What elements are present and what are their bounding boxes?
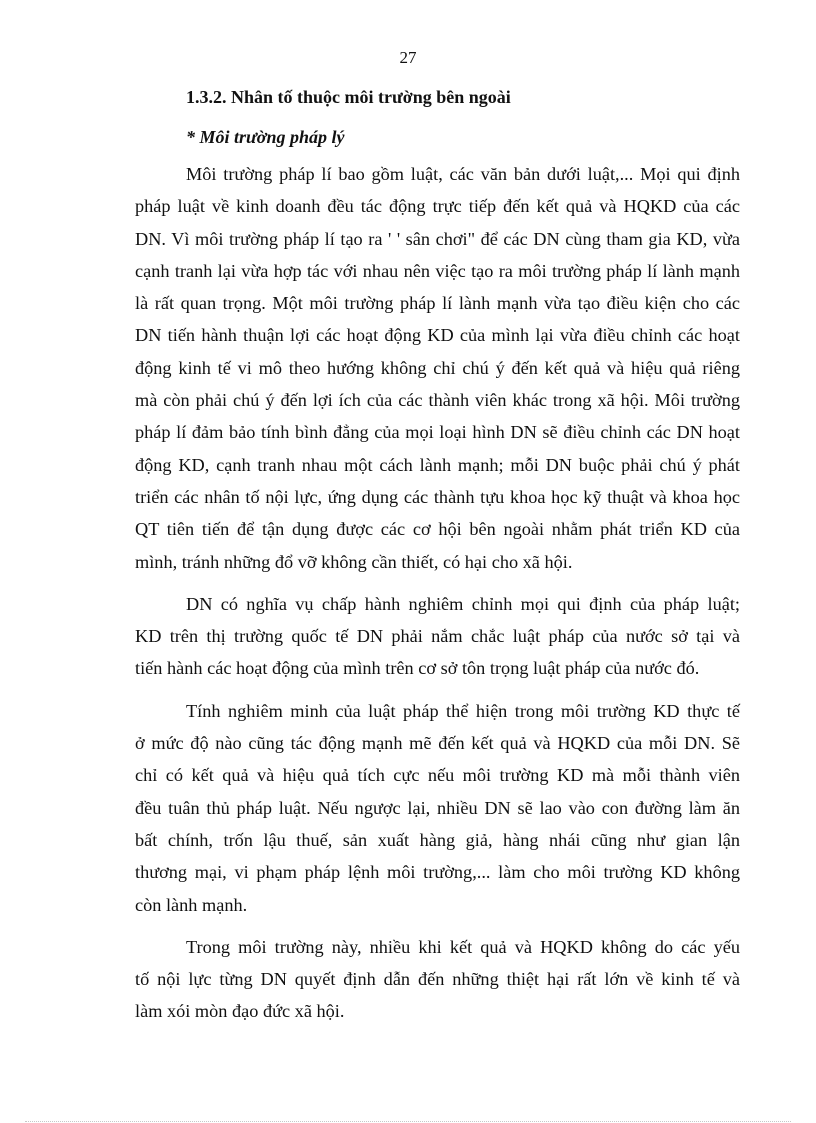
paragraph-line: pháp luật về kinh doanh đều tác động trực tiếp đến kết quả và HQKD của các [135, 196, 740, 217]
paragraph-line: bất chính, trốn lậu thuế, sản xuất hàng giả, hàng nhái cũng như gian lận [135, 829, 740, 850]
paragraph-line: cạnh tranh lại vừa hợp tác với nhau nên việc tạo ra môi trường pháp lí lành mạnh [135, 260, 740, 281]
paragraph-consequences [135, 931, 740, 1028]
paragraph-line: thương mại, vi phạm pháp lệnh môi trường,... làm cho môi trường KD không [135, 862, 740, 883]
paragraph-line: mình, tránh những đổ vỡ không cần thiết, có hại cho xã hội. [135, 551, 573, 572]
paragraph-line: Trong môi trường này, nhiều khi kết quả và HQKD không do các yếu [186, 936, 740, 957]
paragraph-line: làm xói mòn đạo đức xã hội. [135, 1001, 345, 1022]
paragraph-line: động KD, cạnh tranh nhau một cách lành mạnh; mỗi DN buộc phải chú ý phát [135, 454, 740, 475]
paragraph-line: DN. Vì môi trường pháp lí tạo ra ' ' sân chơi" để các DN cùng tham gia KD, vừa [135, 228, 740, 249]
paragraph-compliance [135, 588, 740, 685]
paragraph-line: KD trên thị trường quốc tế DN phải nắm chắc luật pháp của nước sở tại và [135, 626, 740, 647]
paragraph-line: Môi trường pháp lí bao gồm luật, các văn bản dưới luật,... Mọi qui định [186, 164, 740, 184]
section-heading: 1.3.2. Nhân tố thuộc môi trường bên ngoài [186, 87, 511, 107]
paragraph-line: tố nội lực từng DN quyết định dẫn đến những thiệt hại rất lớn về kinh tế và [135, 969, 740, 990]
paragraph-line: mà còn phải chú ý đến lợi ích của các thành viên khác trong xã hội. Môi trường [135, 390, 740, 411]
paragraph-line: triển các nhân tố nội lực, ứng dụng các thành tựu khoa học kỹ thuật và khoa học [135, 486, 740, 507]
page-number: 27 [399, 48, 417, 67]
paragraph-line: chỉ có kết quả và hiệu quả tích cực nếu môi trường KD mà mỗi thành viên [135, 765, 740, 786]
paragraph-line: còn lành mạnh. [135, 894, 248, 915]
paragraph-line: Tính nghiêm minh của luật pháp thể hiện trong môi trường KD thực tế [186, 700, 740, 721]
paragraph-line: QT tiên tiến để tận dụng được các cơ hội bên ngoài nhằm phát triển KD của [135, 519, 740, 540]
paragraph-line: là rất quan trọng. Một môi trường pháp lí lành mạnh vừa tạo điều kiện cho các [135, 293, 740, 314]
paragraph-line: pháp lí đảm bảo tính bình đẳng của mọi loại hình DN sẽ điều chỉnh các DN hoạt [135, 422, 740, 443]
paragraph-line: động kinh tế vi mô theo hướng không chỉ chú ý đến kết quả và hiệu quả riêng [135, 357, 740, 378]
paragraph-line: DN có nghĩa vụ chấp hành nghiêm chỉnh mọi qui định của pháp luật; [186, 593, 740, 614]
subsection-heading: * Môi trường pháp lý [186, 127, 345, 147]
page-content [135, 84, 740, 1028]
paragraph-line: DN tiến hành thuận lợi các hoạt động KD của mình lại vừa điều chỉnh các hoạt [135, 325, 740, 346]
paragraph-line: tiến hành các hoạt động của mình trên cơ sở tôn trọng luật pháp của nước đó. [135, 658, 700, 679]
paragraph-strictness-of-law [135, 695, 740, 921]
page-bottom-border [25, 1121, 791, 1122]
paragraph-legal-environment [135, 158, 740, 578]
paragraph-line: ở mức độ nào cũng tác động mạnh mẽ đến kết quả và HQKD của mỗi DN. Sẽ [135, 733, 740, 754]
paragraph-line: đều tuân thủ pháp luật. Nếu ngược lại, nhiều DN sẽ lao vào con đường làm ăn [135, 797, 740, 818]
